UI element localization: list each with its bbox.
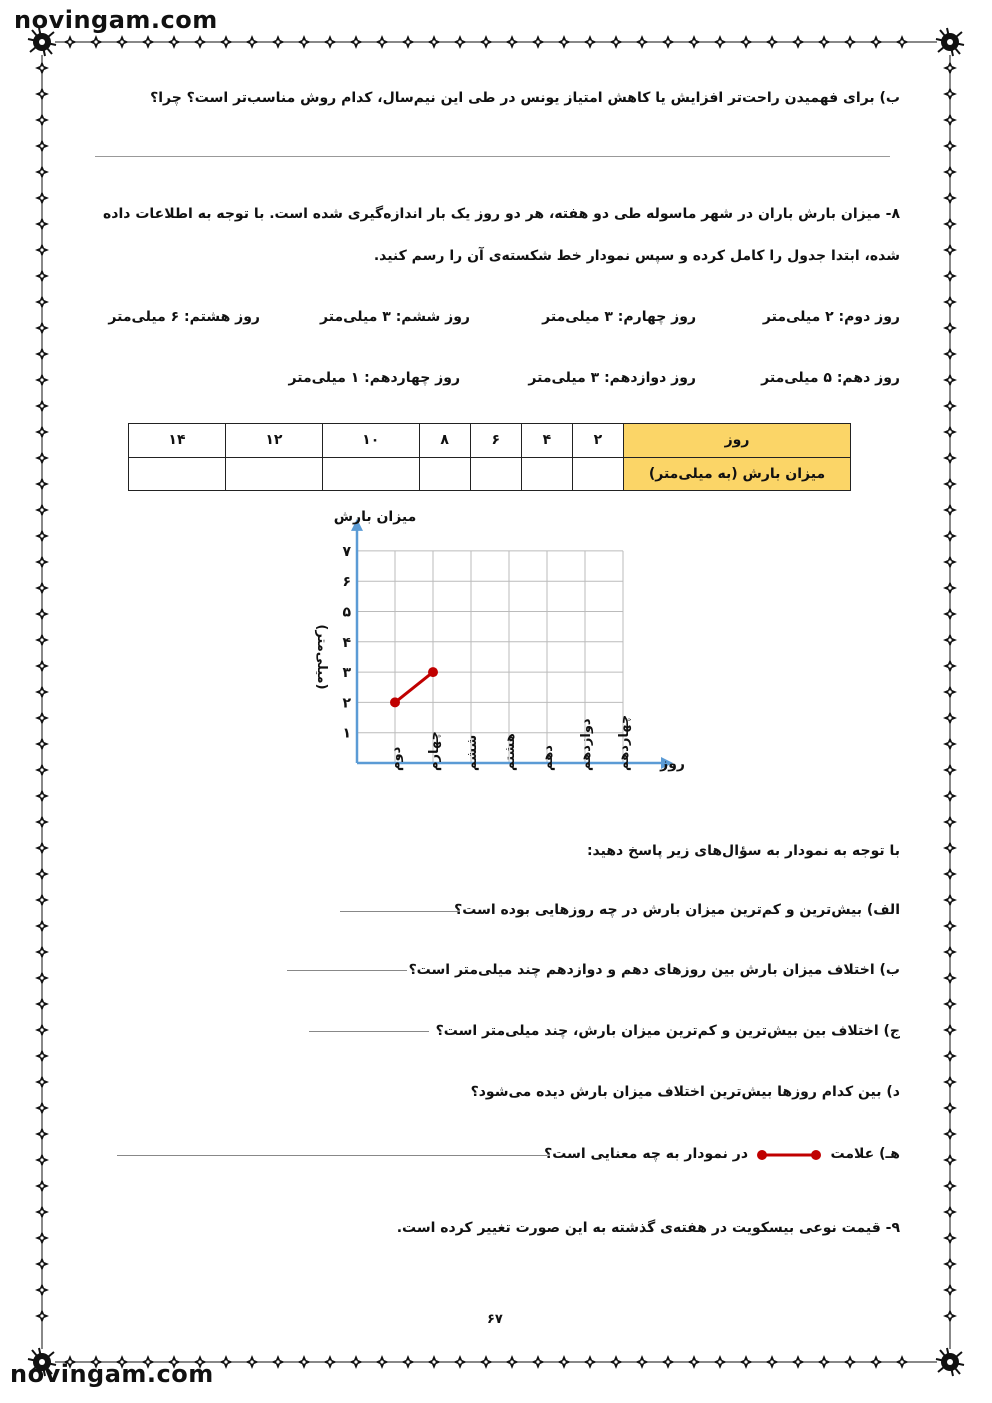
border-ornament [35, 893, 49, 907]
border-ornament [89, 35, 103, 49]
border-ornament [427, 1355, 441, 1369]
y-tick-label: ۷ [342, 543, 351, 560]
page-number: ۶۷ [487, 1312, 503, 1327]
border-ornament [943, 451, 957, 465]
border-ornament [869, 35, 883, 49]
border-ornament [35, 139, 49, 153]
y-tick-label: ۲ [342, 695, 351, 712]
questions-intro: با توجه به نمودار به سؤال‌های زیر پاسخ دهید: [586, 843, 900, 859]
border-ornament [943, 1127, 957, 1141]
border-ornament [609, 35, 623, 49]
series-line [395, 672, 433, 702]
border-ornament [401, 35, 415, 49]
table-cell-day: ۲ [572, 424, 623, 458]
border-ornament [35, 191, 49, 205]
question-a: الف) بیش‌ترین و کم‌ترین میزان بارش در چه روزهایی بوده است؟ [454, 902, 900, 918]
y-tick-label: ۱ [342, 725, 351, 742]
border-ornament [531, 35, 545, 49]
border-ornament [943, 87, 957, 101]
border-ornament [479, 1355, 493, 1369]
answer-line-c[interactable] [309, 1031, 429, 1032]
border-ornament [35, 217, 49, 231]
border-ornament [35, 451, 49, 465]
border-ornament [35, 477, 49, 491]
border-ornament [943, 477, 957, 491]
border-ornament [35, 1127, 49, 1141]
border-ornament [35, 1309, 49, 1323]
border-ornament [943, 815, 957, 829]
border-ornament [943, 1075, 957, 1089]
table-cell-day: ۶ [470, 424, 521, 458]
border-ornament [943, 659, 957, 673]
table-cell-empty[interactable] [470, 457, 521, 491]
border-ornament [245, 35, 259, 49]
fact-day-2: روز دوم: ۲ میلی‌متر [762, 309, 900, 325]
border-ornament [323, 1355, 337, 1369]
border-ornament [635, 1355, 649, 1369]
border-ornament [35, 971, 49, 985]
x-tick-label: چهارم [427, 731, 442, 771]
border-ornament [35, 1023, 49, 1037]
border-ornament [895, 1355, 909, 1369]
border-ornament [35, 529, 49, 543]
fact-day-4: روز چهارم: ۳ میلی‌متر [542, 309, 696, 325]
table-cell-day: ۱۴ [129, 424, 226, 458]
border-ornament [557, 1355, 571, 1369]
border-ornament [791, 35, 805, 49]
table-cell-empty[interactable] [129, 457, 226, 491]
border-ornament [479, 35, 493, 49]
q8-line-1: ۸- میزان بارش باران در شهر ماسوله طی دو هفته، هر دو روز یک بار اندازه‌گیری شده است. با توجه به اطلاعات داده [103, 206, 900, 222]
border-ornament [35, 919, 49, 933]
question-b: ب) اختلاف میزان بارش بین روزهای دهم و دوازدهم چند میلی‌متر است؟ [408, 962, 900, 978]
border-ornament [943, 1231, 957, 1245]
border-ornament [35, 165, 49, 179]
border-ornament [943, 997, 957, 1011]
border-ornament [943, 269, 957, 283]
table-row-days [129, 424, 851, 458]
border-ornament [943, 945, 957, 959]
border-ornament [453, 35, 467, 49]
border-ornament [35, 1179, 49, 1193]
border-ornament [349, 1355, 363, 1369]
x-tick-label: چهاردهم [617, 714, 632, 771]
table-header-rainfall: میزان بارش (به میلی‌متر) [624, 457, 851, 491]
border-ornament [791, 1355, 805, 1369]
border-ornament [35, 295, 49, 309]
border-ornament [35, 425, 49, 439]
border-ornament [713, 35, 727, 49]
border-ornament [943, 399, 957, 413]
border-ornament [35, 997, 49, 1011]
border-ornament [943, 763, 957, 777]
border-ornament [943, 1257, 957, 1271]
border-ornament [943, 61, 957, 75]
border-ornament [401, 1355, 415, 1369]
border-ornament [35, 503, 49, 517]
y-tick-label: ۴ [342, 634, 351, 651]
x-axis-title: روز [660, 756, 685, 772]
fact-day-8: روز هشتم: ۶ میلی‌متر [108, 309, 260, 325]
fact-day-6: روز ششم: ۳ میلی‌متر [320, 309, 470, 325]
data-point [428, 667, 438, 677]
border-ornament [943, 243, 957, 257]
border-ornament [817, 35, 831, 49]
table-cell-empty[interactable] [572, 457, 623, 491]
y-axis-title: میزان بارش [333, 508, 417, 525]
border-ornament [35, 61, 49, 75]
table-cell-empty[interactable] [521, 457, 572, 491]
border-ornament [765, 35, 779, 49]
border-ornament [35, 659, 49, 673]
border-ornament [943, 139, 957, 153]
border-ornament [713, 1355, 727, 1369]
border-ornament [35, 711, 49, 725]
border-ornament [943, 685, 957, 699]
border-ornament [583, 35, 597, 49]
border-ornament [943, 1153, 957, 1167]
border-ornament [505, 35, 519, 49]
border-ornament [943, 971, 957, 985]
table-header-day: روز [624, 424, 851, 458]
border-ornament [531, 1355, 545, 1369]
border-ornament [943, 581, 957, 595]
border-ornament [35, 867, 49, 881]
border-ornament [943, 321, 957, 335]
border-ornament [765, 1355, 779, 1369]
y-axis-unit: (میلی‌متر) [314, 624, 329, 690]
table-cell-day: ۱۲ [225, 424, 322, 458]
data-point [390, 697, 400, 707]
border-ornament [943, 1101, 957, 1115]
border-ornament [35, 1101, 49, 1115]
border-ornament [427, 35, 441, 49]
border-ornament [943, 919, 957, 933]
border-ornament [943, 1283, 957, 1297]
fact-day-10: روز دهم: ۵ میلی‌متر [761, 370, 900, 386]
table-row-rainfall [129, 457, 851, 491]
border-ornament [739, 35, 753, 49]
border-ornament [943, 1179, 957, 1193]
q9-text: ۹- قیمت نوعی بیسکویت در هفته‌ی گذشته به این صورت تغییر کرده است. [396, 1220, 900, 1236]
border-ornament [349, 35, 363, 49]
border-ornament [167, 35, 181, 49]
answer-line-a[interactable] [340, 911, 460, 912]
border-ornament [115, 35, 129, 49]
border-ornament [35, 763, 49, 777]
border-ornament [35, 1075, 49, 1089]
x-tick-label: دوم [389, 746, 404, 771]
border-ornament [35, 607, 49, 621]
border-ornament [943, 1309, 957, 1323]
border-ornament [817, 1355, 831, 1369]
border-ornament [219, 35, 233, 49]
border-ornament [297, 35, 311, 49]
x-tick-label: هشتم [503, 733, 518, 771]
border-ornament [35, 243, 49, 257]
border-ornament [35, 269, 49, 283]
fact-day-14: روز چهاردهم: ۱ میلی‌متر [288, 370, 460, 386]
border-ornament [943, 503, 957, 517]
border-ornament [193, 35, 207, 49]
border-ornament [35, 1205, 49, 1219]
answer-line-e[interactable] [117, 1155, 547, 1156]
border-ornament [271, 1355, 285, 1369]
border-ornament [35, 1257, 49, 1271]
watermark-top: novingam.com [14, 6, 218, 34]
border-ornament [35, 113, 49, 127]
border-ornament [35, 815, 49, 829]
border-ornament [943, 711, 957, 725]
answer-line-b[interactable] [287, 970, 407, 971]
border-ornament [35, 1283, 49, 1297]
border-ornament [661, 1355, 675, 1369]
border-ornament [943, 633, 957, 647]
border-ornament [943, 113, 957, 127]
question-e-prefix: هـ) علامت [830, 1146, 900, 1162]
border-ornament [35, 737, 49, 751]
border-ornament [943, 555, 957, 569]
legend-line-symbol [754, 1148, 824, 1162]
border-ornament [943, 373, 957, 387]
q7-part-b: ب) برای فهمیدن راحت‌تر افزایش یا کاهش امتیاز یونس در طی این نیم‌سال، کدام روش مناسب‌تر است؟ چرا؟ [150, 90, 900, 106]
border-ornament [35, 347, 49, 361]
border-ornament [35, 399, 49, 413]
border-ornament [35, 555, 49, 569]
border-ornament [245, 1355, 259, 1369]
border-ornament [687, 35, 701, 49]
border-ornament [35, 1049, 49, 1063]
border-ornament [687, 1355, 701, 1369]
question-d: د) بین کدام روزها بیش‌ترین اختلاف میزان بارش دیده می‌شود؟ [470, 1084, 900, 1100]
border-ornament [943, 789, 957, 803]
table-cell-day: ۴ [521, 424, 572, 458]
border-ornament [375, 1355, 389, 1369]
border-ornament [943, 425, 957, 439]
border-ornament [869, 1355, 883, 1369]
x-tick-label: دوازدهم [579, 718, 594, 771]
q8-line-2: شده، ابتدا جدول را کامل کرده و سپس نمودار خط شکسته‌ی آن را رسم کنید. [373, 248, 900, 264]
answer-divider [95, 156, 890, 157]
border-ornament [557, 35, 571, 49]
table-cell-day: ۱۰ [322, 424, 419, 458]
border-ornament [63, 35, 77, 49]
border-ornament [943, 191, 957, 205]
table-cell-empty[interactable] [322, 457, 419, 491]
border-ornament [739, 1355, 753, 1369]
border-ornament [943, 347, 957, 361]
border-ornament [35, 321, 49, 335]
border-ornament [943, 1205, 957, 1219]
border-ornament [375, 35, 389, 49]
x-tick-label: ششم [465, 734, 480, 771]
border-ornament [453, 1355, 467, 1369]
y-tick-label: ۶ [342, 574, 351, 591]
x-tick-label: دهم [541, 745, 556, 771]
border-ornament [219, 1355, 233, 1369]
table-cell-empty[interactable] [419, 457, 470, 491]
border-ornament [943, 841, 957, 855]
rainfall-line-chart [300, 505, 700, 835]
question-c: ج) اختلاف بین بیش‌ترین و کم‌ترین میزان بارش، چند میلی‌متر است؟ [435, 1023, 900, 1039]
table-cell-day: ۸ [419, 424, 470, 458]
watermark-bottom: novingam.com [10, 1360, 214, 1388]
border-ornament [943, 529, 957, 543]
border-ornament [843, 35, 857, 49]
border-ornament [35, 1231, 49, 1245]
border-ornament [843, 1355, 857, 1369]
border-ornament [635, 35, 649, 49]
border-ornament [583, 1355, 597, 1369]
border-ornament [943, 295, 957, 309]
border-ornament [141, 35, 155, 49]
fact-day-12: روز دوازدهم: ۳ میلی‌متر [528, 370, 696, 386]
border-ornament [609, 1355, 623, 1369]
border-ornament [35, 945, 49, 959]
rainfall-table [128, 423, 851, 491]
border-ornament [35, 1153, 49, 1167]
border-ornament [271, 35, 285, 49]
border-ornament [943, 893, 957, 907]
question-e-suffix: در نمودار به چه معنایی است؟ [544, 1146, 748, 1162]
border-ornament [323, 35, 337, 49]
border-ornament [661, 35, 675, 49]
border-ornament [35, 87, 49, 101]
border-ornament [943, 165, 957, 179]
border-ornament [943, 1049, 957, 1063]
y-tick-label: ۵ [342, 604, 351, 621]
border-ornament [35, 685, 49, 699]
border-ornament [35, 373, 49, 387]
border-ornament [297, 1355, 311, 1369]
border-ornament [943, 1023, 957, 1037]
border-ornament [895, 35, 909, 49]
border-ornament [943, 867, 957, 881]
border-ornament [505, 1355, 519, 1369]
border-ornament [35, 841, 49, 855]
border-ornament [35, 633, 49, 647]
border-ornament [943, 737, 957, 751]
border-ornament [943, 217, 957, 231]
table-cell-empty[interactable] [225, 457, 322, 491]
border-ornament [35, 581, 49, 595]
border-ornament [943, 607, 957, 621]
y-tick-label: ۳ [342, 665, 351, 682]
border-ornament [35, 789, 49, 803]
